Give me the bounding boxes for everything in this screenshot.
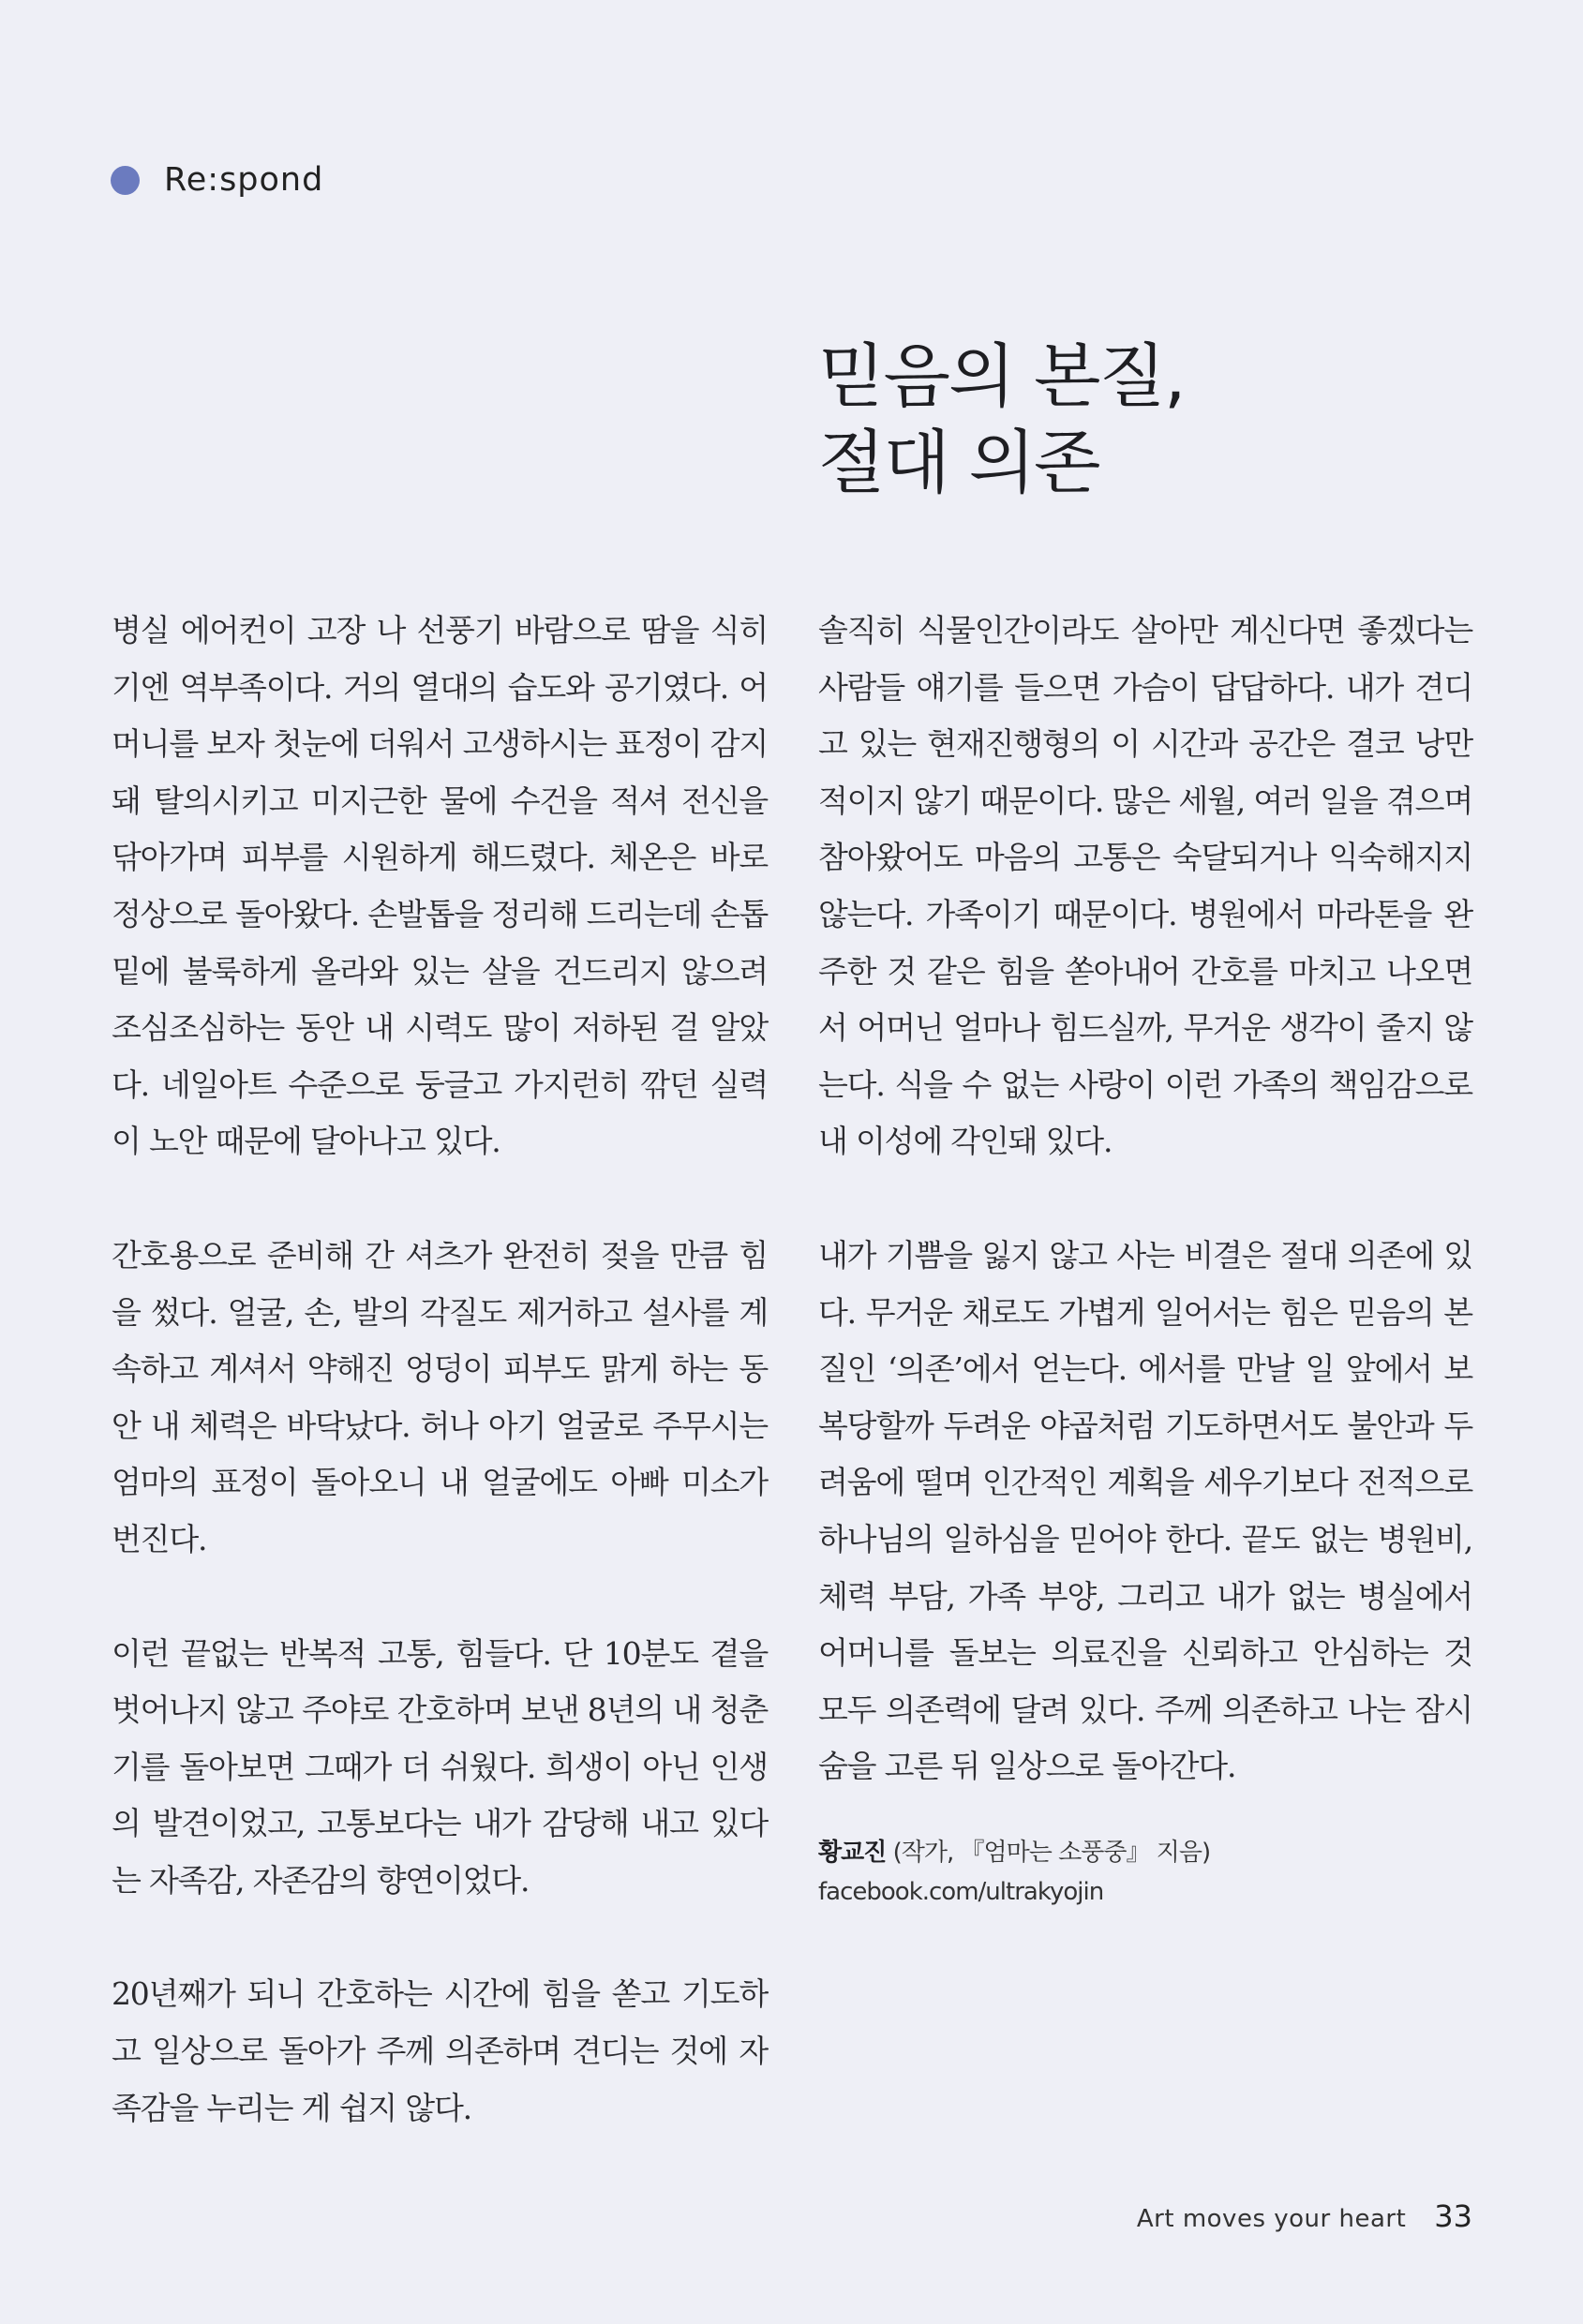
author-description: (작가, 『엄마는 소풍중』 지음) [892, 1838, 1211, 1867]
page-number: 33 [1434, 2198, 1472, 2234]
author-url: facebook.com/ultrakyojin [818, 1877, 1104, 1906]
left-paragraph-4: 20년째가 되니 간호하는 시간에 힘을 쏟고 기도하고 일상으로 돌아가 주께 의존하며 견디는 것에 자족감을 누리는 게 쉽지 않다. [112, 1975, 768, 2126]
footer-tagline: Art moves your heart [1136, 2205, 1407, 2233]
right-paragraph-2: 내가 기쁨을 잃지 않고 사는 비결은 절대 의존에 있다. 무거운 채로도 가볍게 일어서는 힘은 믿음의 본질인 ‘의존’에서 얻는다. 에서를 만날 일 앞에서 보복당할까 두려운 야곱처럼 기도하면서도 불안과 두려움에 떨며 인간적인 계획을 세우기보다 전적으로 하나님의 일하심을 믿어야 한다. 끝도 없는 병원비, 체력 부담, 가족 부양, 그리고 내가 없는 병실에서 어머니를 돌보는 의료진을 신뢰하고 안심하는 것 모두 의존력에 달려 있다. 주께 의존하고 나는 잠시 숨을 고른 뒤 일상으로 돌아간다. [818, 1236, 1472, 1785]
author-name: 황교진 [818, 1838, 887, 1867]
section-dot-icon [111, 166, 140, 195]
page-header [111, 161, 323, 199]
title-line-1: 믿음의 본질, [818, 336, 1185, 417]
right-column [818, 603, 1472, 1912]
right-paragraph-1: 솔직히 식물인간이라도 살아만 계신다면 좋겠다는 사람들 얘기를 들으면 가슴이 답답하다. 내가 견디고 있는 현재진행형의 이 시간과 공간은 결코 낭만적이지 않기 때문이다. 많은 세월, 여러 일을 겪으며 참아왔어도 마음의 고통은 숙달되거나 익숙해지지 않는다. 가족이기 때문이다. 병원에서 마라톤을 완주한 것 같은 힘을 쏟아내어 간호를 마치고 나오면서 어머닌 얼마나 힘드실까, 무거운 생각이 줄지 않는다. 식을 수 없는 사랑이 이런 가족의 책임감으로 내 이성에 각인돼 있다. [818, 612, 1472, 1160]
left-paragraph-3: 이런 끝없는 반복적 고통, 힘들다. 단 10분도 곁을 벗어나지 않고 주야로 간호하며 보낸 8년의 내 청춘기를 돌아보면 그때가 더 쉬웠다. 희생이 아닌 인생의 발견이었고, 고통보다는 내가 감당해 내고 있다는 자족감, 자존감의 향연이었다. [112, 1634, 768, 1899]
section-label: Re:spond [164, 161, 324, 199]
left-paragraph-1: 병실 에어컨이 고장 나 선풍기 바람으로 땀을 식히기엔 역부족이다. 거의 열대의 습도와 공기였다. 어머니를 보자 첫눈에 더워서 고생하시는 표정이 감지돼 탈의시키고 미지근한 물에 수건을 적셔 전신을 닦아가며 피부를 시원하게 해드렸다. 체온은 바로 정상으로 돌아왔다. 손발톱을 정리해 드리는데 손톱 밑에 불룩하게 올라와 있는 살을 건드리지 않으려 조심조심하는 동안 내 시력도 많이 저하된 걸 알았다. 네일아트 수준으로 둥글고 가지런히 깎던 실력이 노안 때문에 달아나고 있다. [112, 612, 768, 1160]
page-footer [1137, 2198, 1472, 2234]
author-credit [818, 1833, 1472, 1912]
article-title [818, 334, 1184, 506]
left-paragraph-2: 간호용으로 준비해 간 셔츠가 완전히 젖을 만큼 힘을 썼다. 얼굴, 손, 발의 각질도 제거하고 설사를 계속하고 계셔서 약해진 엉덩이 피부도 맑게 하는 동안 내 체력은 바닥났다. 허나 아기 얼굴로 주무시는 엄마의 표정이 돌아오니 내 얼굴에도 아빠 미소가 번진다. [112, 1236, 768, 1557]
left-column [112, 603, 768, 2194]
title-line-2: 절대 의존 [818, 423, 1099, 503]
